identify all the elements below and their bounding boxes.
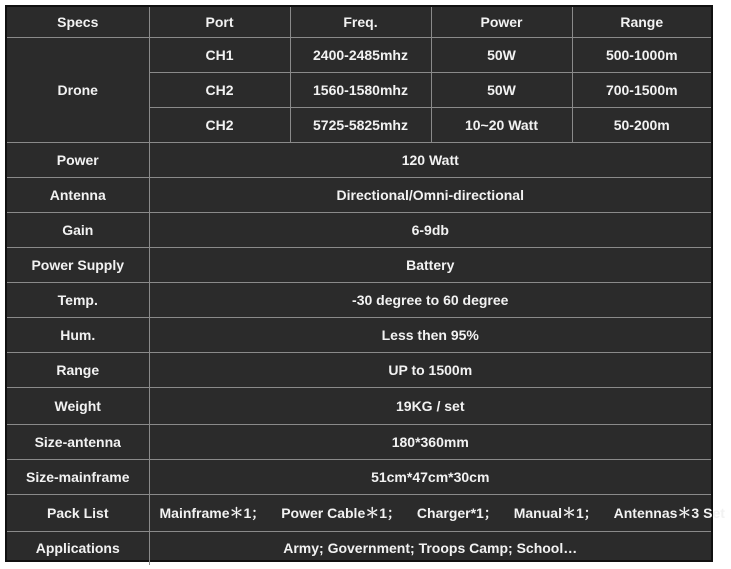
drone-power: 50W xyxy=(431,37,572,72)
spec-value: Battery xyxy=(149,247,711,282)
spec-label: Power xyxy=(7,142,149,177)
drone-freq: 1560-1580mhz xyxy=(290,72,431,107)
pack-list-row xyxy=(7,494,711,531)
spec-label: Gain xyxy=(7,212,149,247)
spec-row-weight xyxy=(7,387,711,424)
drone-port: CH2 xyxy=(149,72,290,107)
spec-row-power-supply xyxy=(7,247,711,282)
spec-value: 180*360mm xyxy=(149,424,711,459)
drone-power: 50W xyxy=(431,72,572,107)
spec-row-antenna xyxy=(7,177,711,212)
spec-value: 6-9db xyxy=(149,212,711,247)
spec-row-hum xyxy=(7,317,711,352)
spec-label: Range xyxy=(7,352,149,387)
spec-value: Directional/Omni-directional xyxy=(149,177,711,212)
header-freq: Freq. xyxy=(290,7,431,37)
spec-row-size-mainframe xyxy=(7,459,711,494)
header-port: Port xyxy=(149,7,290,37)
spec-label: Size-antenna xyxy=(7,424,149,459)
pack-item-antennas: Antennas＊3 Set xyxy=(613,504,725,521)
header-row xyxy=(7,7,711,37)
spec-label: Power Supply xyxy=(7,247,149,282)
pack-item-mainframe: Mainframe＊1； xyxy=(159,504,266,521)
spec-row-gain xyxy=(7,212,711,247)
drone-port: CH1 xyxy=(149,37,290,72)
pack-list-value xyxy=(149,494,725,531)
header-specs: Specs xyxy=(7,7,149,37)
applications-row xyxy=(7,531,711,565)
drone-freq: 5725-5825mhz xyxy=(290,107,431,142)
header-power: Power xyxy=(431,7,572,37)
drone-label: Drone xyxy=(7,37,149,142)
spec-row-temp xyxy=(7,282,711,317)
drone-range: 500-1000m xyxy=(572,37,711,72)
applications-value: Army; Government; Troops Camp; School… xyxy=(149,531,711,565)
drone-freq: 2400-2485mhz xyxy=(290,37,431,72)
drone-power: 10~20 Watt xyxy=(431,107,572,142)
drone-range: 700-1500m xyxy=(572,72,711,107)
applications-label: Applications xyxy=(7,531,149,565)
drone-range: 50-200m xyxy=(572,107,711,142)
spec-row-range xyxy=(7,352,711,387)
spec-label: Weight xyxy=(7,387,149,424)
drone-row-ch1 xyxy=(7,37,711,72)
spec-label: Size-mainframe xyxy=(7,459,149,494)
spec-value: 19KG / set xyxy=(149,387,711,424)
pack-item-power-cable: Power Cable＊1； xyxy=(281,504,402,521)
spec-row-power xyxy=(7,142,711,177)
spec-label: Antenna xyxy=(7,177,149,212)
pack-item-manual: Manual＊1； xyxy=(513,504,598,521)
spec-value: -30 degree to 60 degree xyxy=(149,282,711,317)
spec-label: Temp. xyxy=(7,282,149,317)
spec-table-frame xyxy=(5,5,725,562)
pack-list-label: Pack List xyxy=(7,494,149,531)
spec-value: Less then 95% xyxy=(149,317,711,352)
pack-item-charger: Charger*1； xyxy=(416,504,498,521)
spec-label: Hum. xyxy=(7,317,149,352)
spec-row-size-antenna xyxy=(7,424,711,459)
spec-value: UP to 1500m xyxy=(149,352,711,387)
spec-value: 120 Watt xyxy=(149,142,711,177)
spec-table xyxy=(7,7,725,565)
drone-port: CH2 xyxy=(149,107,290,142)
spec-value: 51cm*47cm*30cm xyxy=(149,459,711,494)
header-range: Range xyxy=(572,7,711,37)
